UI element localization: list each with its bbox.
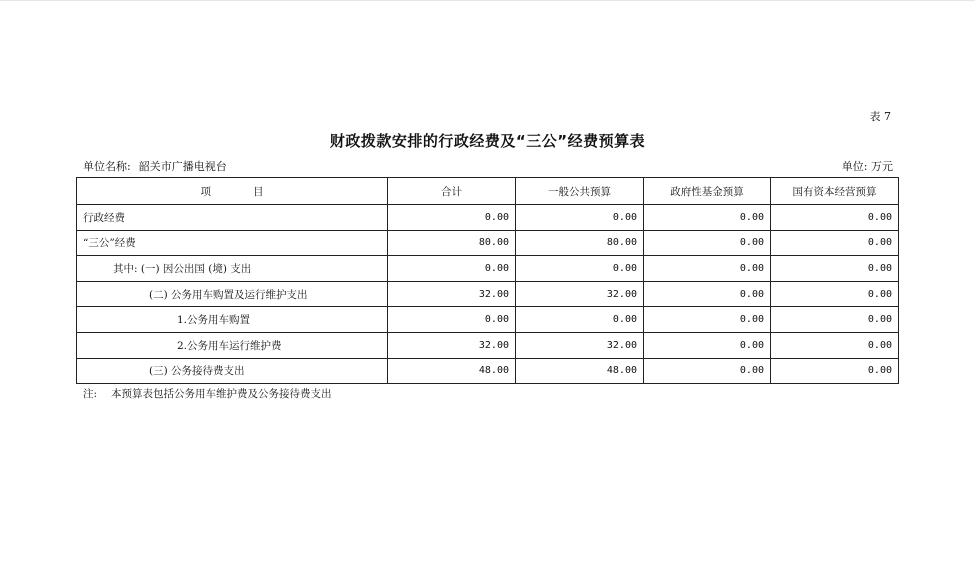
table-row	[77, 332, 899, 358]
row-general: 48.00	[516, 358, 644, 384]
row-general: 80.00	[516, 230, 644, 256]
header-item: 项 目	[77, 178, 388, 205]
row-total: 48.00	[388, 358, 516, 384]
row-gov-fund: 0.00	[644, 332, 771, 358]
row-state-capital: 0.00	[771, 256, 899, 282]
top-rule	[0, 0, 975, 1]
row-gov-fund: 0.00	[644, 230, 771, 256]
table-row	[77, 307, 899, 333]
document-title: 财政拨款安排的行政经费及“三公”经费预算表	[329, 132, 646, 150]
footnote-text: 本预算表包括公务用车维护费及公务接待费支出	[111, 388, 332, 400]
row-item: 行政经费	[77, 205, 388, 231]
header-total: 合计	[388, 178, 516, 205]
row-gov-fund: 0.00	[644, 256, 771, 282]
footnote	[83, 386, 332, 401]
row-item: 1.公务用车购置	[77, 307, 388, 333]
unit-name-label: 单位名称:	[83, 160, 131, 173]
row-state-capital: 0.00	[771, 230, 899, 256]
row-general: 32.00	[516, 332, 644, 358]
row-item: “三公”经费	[77, 230, 388, 256]
row-total: 80.00	[388, 230, 516, 256]
budget-table	[76, 177, 899, 384]
row-item: (三) 公务接待费支出	[77, 358, 388, 384]
row-total: 0.00	[388, 205, 516, 231]
row-gov-fund: 0.00	[644, 205, 771, 231]
table-header-row	[77, 178, 899, 205]
row-state-capital: 0.00	[771, 307, 899, 333]
table-number: 表 7	[869, 110, 891, 123]
row-item: 2.公务用车运行维护费	[77, 332, 388, 358]
row-item: 其中: (一) 因公出国 (境) 支出	[77, 256, 388, 282]
row-total: 0.00	[388, 256, 516, 282]
row-state-capital: 0.00	[771, 358, 899, 384]
row-gov-fund: 0.00	[644, 307, 771, 333]
header-general-budget: 一般公共预算	[516, 178, 644, 205]
footnote-label: 注:	[83, 388, 98, 400]
table-row	[77, 230, 899, 256]
row-general: 0.00	[516, 205, 644, 231]
row-general: 0.00	[516, 307, 644, 333]
table-row	[77, 358, 899, 384]
row-total: 0.00	[388, 307, 516, 333]
row-item: (二) 公务用车购置及运行维护支出	[77, 281, 388, 307]
header-gov-fund-budget: 政府性基金预算	[644, 178, 771, 205]
row-total: 32.00	[388, 332, 516, 358]
header-state-capital-budget: 国有资本经营预算	[771, 178, 899, 205]
row-total: 32.00	[388, 281, 516, 307]
table-row	[77, 256, 899, 282]
unit-name	[83, 158, 227, 174]
row-gov-fund: 0.00	[644, 358, 771, 384]
row-general: 0.00	[516, 256, 644, 282]
unit-name-value: 韶关市广播电视台	[138, 160, 227, 173]
row-general: 32.00	[516, 281, 644, 307]
table-row	[77, 281, 899, 307]
currency-unit: 单位: 万元	[841, 160, 893, 173]
row-state-capital: 0.00	[771, 205, 899, 231]
row-state-capital: 0.00	[771, 281, 899, 307]
table-row	[77, 205, 899, 231]
row-state-capital: 0.00	[771, 332, 899, 358]
row-gov-fund: 0.00	[644, 281, 771, 307]
meta-row	[83, 158, 893, 174]
